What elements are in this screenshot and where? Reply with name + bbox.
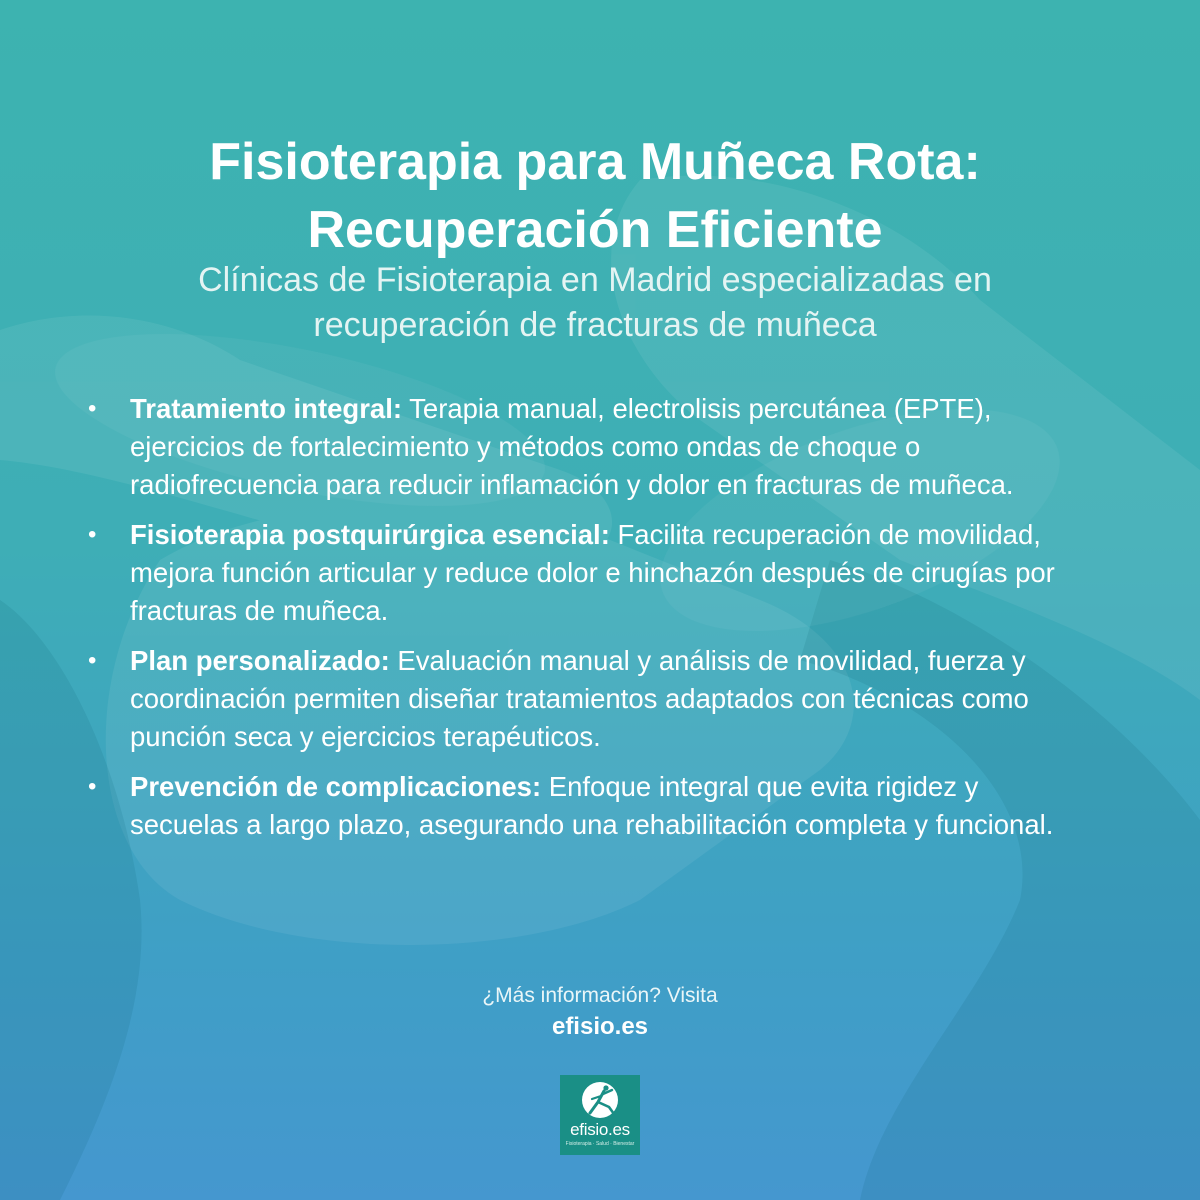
benefits-list bbox=[86, 390, 1086, 856]
bullet-marker: • bbox=[88, 647, 97, 674]
logo-tagline: Fisioterapia · Salud · Bienestar bbox=[565, 1141, 635, 1147]
bullet-text: Enfoque integral que evita rigidez y secuelas a largo plazo, asegurando una rehabilitación completa y funcional. bbox=[130, 771, 1054, 840]
bullet-heading: Prevención de complicaciones: bbox=[130, 771, 542, 802]
bullet-marker: • bbox=[88, 395, 97, 422]
bullet-marker: • bbox=[88, 773, 97, 800]
bullet-heading: Fisioterapia postquirúrgica esencial: bbox=[130, 519, 610, 550]
list-item bbox=[86, 768, 1086, 844]
bullet-text: Terapia manual, electrolisis percutánea (EPTE), ejercicios de fortalecimiento y métodos como ondas de choque o radiofrecuencia para reducir inflamación y dolor en fracturas de muñeca. bbox=[130, 393, 1014, 500]
bullet-text: Facilita recuperación de movilidad, mejora función articular y reduce dolor e hinchazón después de cirugías por fracturas de muñeca. bbox=[130, 519, 1055, 626]
bullet-text: Evaluación manual y análisis de movilidad, fuerza y coordinación permiten diseñar tratamientos adaptados con técnicas como punción seca y ejercicios terapéuticos. bbox=[130, 645, 1029, 752]
bullet-heading: Plan personalizado: bbox=[130, 645, 390, 676]
website-link[interactable]: efisio.es bbox=[551, 1013, 649, 1040]
bullet-heading: Tratamiento integral: bbox=[130, 393, 402, 424]
title-line-2: Recuperación Eficiente bbox=[307, 201, 883, 259]
more-info-text: ¿Más información? Visita bbox=[482, 984, 718, 1007]
page-title bbox=[100, 128, 1090, 264]
bullet-marker: • bbox=[88, 521, 97, 548]
list-item bbox=[86, 516, 1086, 630]
page-subtitle bbox=[100, 258, 1090, 348]
list-item bbox=[86, 390, 1086, 504]
logo-wordmark: efisio.es bbox=[570, 1120, 630, 1139]
efisio-logo bbox=[560, 1075, 640, 1155]
subtitle-line-2: recuperación de fracturas de muñeca bbox=[313, 306, 877, 344]
title-line-1: Fisioterapia para Muñeca Rota: bbox=[209, 133, 981, 191]
subtitle-line-1: Clínicas de Fisioterapia en Madrid especializadas en bbox=[198, 261, 992, 299]
list-item bbox=[86, 642, 1086, 756]
